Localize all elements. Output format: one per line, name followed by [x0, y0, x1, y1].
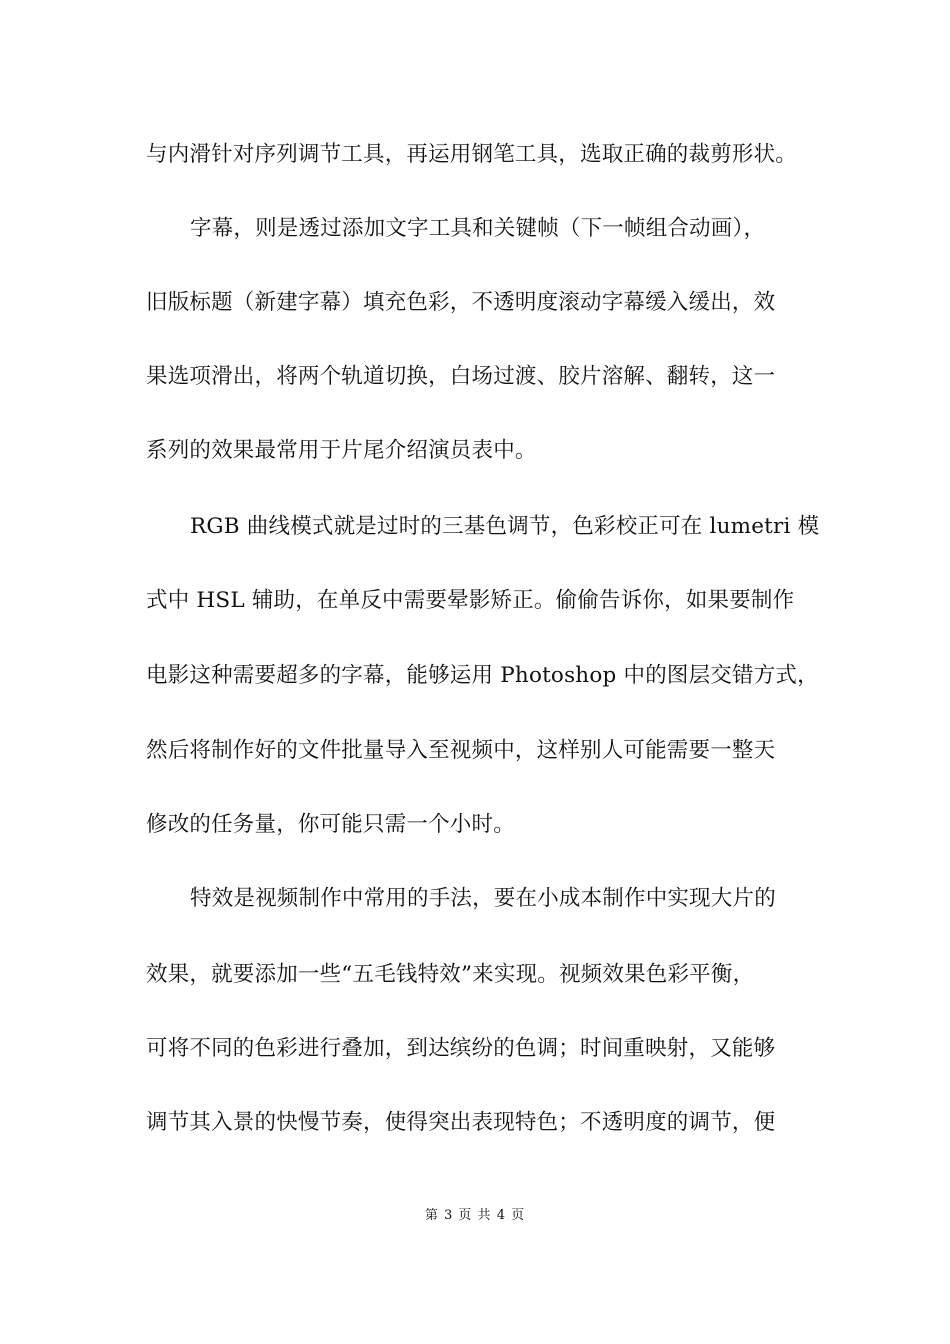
text-line: 然后将制作好的文件批量导入至视频中，这样别人可能需要一整天 [146, 738, 776, 763]
text-line: 修改的任务量，你可能只需一个小时。 [146, 812, 515, 837]
text-line: 调节其入景的快慢节奏，使得突出表现特色；不透明度的调节，便 [146, 1110, 776, 1135]
text-line: 电影这种需要超多的字幕，能够运用 Photoshop 中的图层交错方式， [146, 663, 819, 688]
text-line: 可将不同的色彩进行叠加，到达缤纷的色调；时间重映射，又能够 [146, 1036, 776, 1061]
text-line: 效果，就要添加一些“五毛钱特效”来实现。视频效果色彩平衡， [146, 962, 755, 987]
text-line: 果选项滑出，将两个轨道切换，白场过渡、胶片溶解、翻转，这一 [146, 364, 776, 389]
text-line: 字幕，则是透过添加文字工具和关键帧（下一帧组合动画）， [190, 216, 766, 241]
text-line: 与内滑针对序列调节工具，再运用钢笔工具，选取正确的裁剪形状。 [146, 142, 798, 167]
text-line: 特效是视频制作中常用的手法，要在小成本制作中实现大片的 [190, 886, 776, 911]
text-line: 系列的效果最常用于片尾介绍演员表中。 [146, 438, 537, 463]
text-line: 式中 HSL 辅助，在单反中需要晕影矫正。偷偷告诉你，如果要制作 [146, 588, 795, 613]
page-footer: 第 3 页 共 4 页 [424, 1208, 526, 1223]
text-line: RGB 曲线模式就是过时的三基色调节，色彩校正可在 lumetri 模 [190, 514, 820, 539]
text-line: 旧版标题（新建字幕）填充色彩，不透明度滚动字幕缓入缓出，效 [146, 290, 776, 315]
